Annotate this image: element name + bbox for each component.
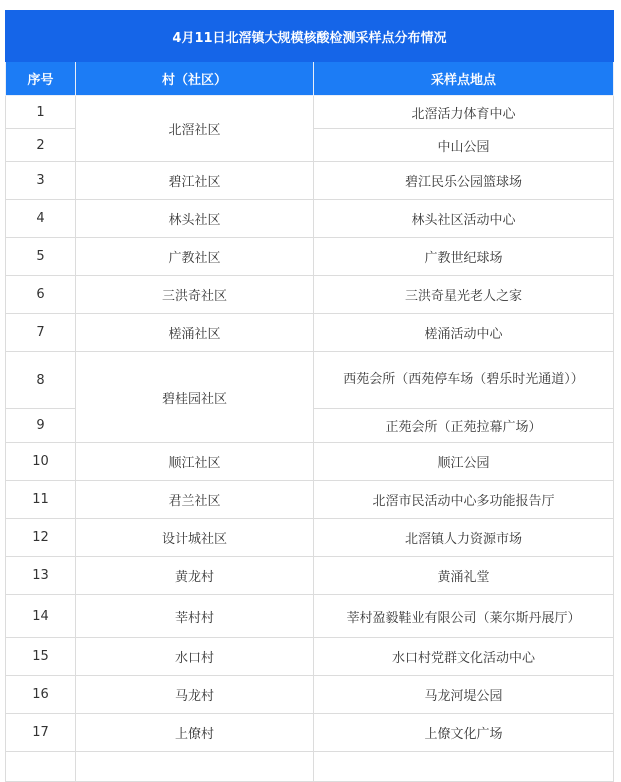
row-site: 林头社区活动中心	[314, 200, 614, 238]
row-no: 6	[6, 276, 76, 314]
table-header-row	[6, 62, 614, 96]
row-no: 14	[6, 595, 76, 638]
row-no: 10	[6, 443, 76, 481]
row-no	[6, 752, 76, 782]
table-title-row	[6, 11, 614, 62]
row-village: 广教社区	[76, 238, 314, 276]
row-site: 水口村党群文化活动中心	[314, 638, 614, 676]
sampling-sites-table	[5, 10, 614, 782]
row-no: 16	[6, 676, 76, 714]
header-village: 村（社区）	[76, 62, 314, 96]
row-site	[314, 752, 614, 782]
row-site: 北滘市民活动中心多功能报告厅	[314, 481, 614, 519]
row-no: 15	[6, 638, 76, 676]
table-row	[6, 714, 614, 752]
row-no: 12	[6, 519, 76, 557]
row-no: 7	[6, 314, 76, 352]
sampling-sites-table-container	[5, 10, 613, 782]
table-row	[6, 352, 614, 409]
table-title: 4月11日北滘镇大规模核酸检测采样点分布情况	[6, 11, 614, 62]
row-site: 北滘活力体育中心	[314, 96, 614, 129]
table-row	[6, 443, 614, 481]
row-site: 三洪奇星光老人之家	[314, 276, 614, 314]
row-village: 君兰社区	[76, 481, 314, 519]
row-site: 顺江公园	[314, 443, 614, 481]
table-row	[6, 314, 614, 352]
row-site: 中山公园	[314, 129, 614, 162]
row-village: 顺江社区	[76, 443, 314, 481]
table-row	[6, 200, 614, 238]
row-no: 1	[6, 96, 76, 129]
table-row	[6, 638, 614, 676]
row-village: 槎涌社区	[76, 314, 314, 352]
row-site: 槎涌活动中心	[314, 314, 614, 352]
row-no: 11	[6, 481, 76, 519]
row-village: 碧桂园社区	[76, 352, 314, 443]
row-site: 北滘镇人力资源市场	[314, 519, 614, 557]
header-no: 序号	[6, 62, 76, 96]
row-village: 上僚村	[76, 714, 314, 752]
row-site: 广教世纪球场	[314, 238, 614, 276]
row-site: 黄涌礼堂	[314, 557, 614, 595]
row-site: 莘村盈毅鞋业有限公司（莱尔斯丹展厅）	[314, 595, 614, 638]
row-no: 5	[6, 238, 76, 276]
row-village: 三洪奇社区	[76, 276, 314, 314]
table-row	[6, 238, 614, 276]
table-row	[6, 162, 614, 200]
row-no: 4	[6, 200, 76, 238]
row-site: 碧江民乐公园篮球场	[314, 162, 614, 200]
header-site: 采样点地点	[314, 62, 614, 96]
table-row	[6, 595, 614, 638]
row-no: 17	[6, 714, 76, 752]
table-row	[6, 519, 614, 557]
table-row	[6, 481, 614, 519]
row-village: 马龙村	[76, 676, 314, 714]
row-site: 上僚文化广场	[314, 714, 614, 752]
row-no: 8	[6, 352, 76, 409]
row-village: 莘村村	[76, 595, 314, 638]
row-village	[76, 752, 314, 782]
table-row-partial	[6, 752, 614, 782]
table-row	[6, 96, 614, 129]
table-row	[6, 676, 614, 714]
row-no: 2	[6, 129, 76, 162]
row-village: 林头社区	[76, 200, 314, 238]
row-no: 13	[6, 557, 76, 595]
table-row	[6, 557, 614, 595]
row-site: 西苑会所（西苑停车场（碧乐时光通道））	[314, 352, 614, 409]
row-village: 设计城社区	[76, 519, 314, 557]
row-village: 北滘社区	[76, 96, 314, 162]
row-no: 9	[6, 409, 76, 443]
row-village: 碧江社区	[76, 162, 314, 200]
row-village: 水口村	[76, 638, 314, 676]
table-row	[6, 276, 614, 314]
row-site: 正苑会所（正苑拉幕广场）	[314, 409, 614, 443]
row-site: 马龙河堤公园	[314, 676, 614, 714]
row-village: 黄龙村	[76, 557, 314, 595]
row-no: 3	[6, 162, 76, 200]
